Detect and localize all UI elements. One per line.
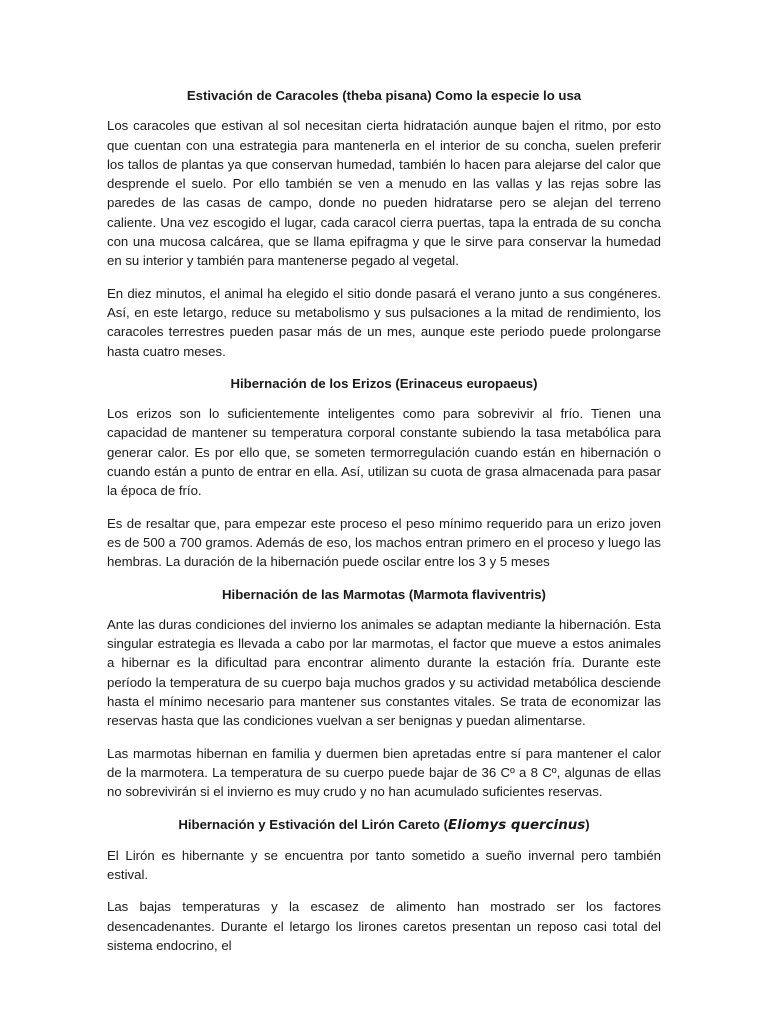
paragraph: Es de resaltar que, para empezar este proceso el peso mínimo requerido para un erizo joven es de 500 a 700 gramos. Además de eso, los machos entran primero en el proceso y luego las hembras. La duración de la hibernación puede oscilar entre los 3 y 5 meses: [107, 515, 661, 570]
section-heading: Estivación de Caracoles (theba pisana) Como la especie lo usa: [186, 88, 582, 103]
paragraph: El Lirón es hibernante y se encuentra por tanto sometido a sueño invernal pero también estival.: [107, 847, 661, 883]
document-page: [107, 86, 661, 968]
section-heading: [107, 815, 661, 835]
heading-text: Hibernación y Estivación del Lirón Careto (: [178, 816, 449, 832]
heading-close: ): [585, 816, 590, 832]
section-heading: Hibernación de los Erizos (Erinaceus europaeus): [230, 375, 538, 391]
section-erizos: [107, 374, 661, 572]
section-heading: Hibernación de las Marmotas (Marmota flaviventris): [222, 586, 546, 602]
paragraph: Las marmotas hibernan en familia y duermen bien apretadas entre sí para mantener el calor de la marmotera. La temperatura de su cuerpo puede bajar de 36 Cº a 8 Cº, algunas de ellas no sobrevivirán si el invierno es muy crudo y no han acumulado suficientes reservas.: [107, 745, 661, 800]
section-caracoles: [107, 86, 661, 361]
scientific-name: Eliomys quercinus: [448, 817, 586, 833]
paragraph: Las bajas temperaturas y la escasez de alimento han mostrado ser los factores desencadenantes. Durante el letargo los lirones caretos presentan un reposo casi total del sistema endocrino, el: [107, 899, 661, 953]
section-liron-careto: [107, 815, 661, 956]
section-marmotas: [107, 585, 661, 802]
paragraph: Los caracoles que estivan al sol necesitan cierta hidratación aunque bajen el ritmo, por esto que cuentan con una estrategia para mantenerla en el interior de su concha, suelen preferir los tallos de plantas ya que conservan humedad, también lo hacen para alejarse del calor que desprende el suelo. Por ello también se ven a menudo en las vallas y las rejas sobre las paredes de las casas de campo, donde no pueden hidratarse pero se alejan del terreno caliente. Una vez escogido el lugar, cada caracol cierra puertas, tapa la entrada de su concha con una mucosa calcárea, que se llama epifragma y que le sirve para conservar la humedad en su interior y también para mantenerse pegado al vegetal.: [107, 118, 661, 269]
paragraph: En diez minutos, el animal ha elegido el sitio donde pasará el verano junto a sus congéneres. Así, en este letargo, reduce su metabolismo y sus pulsaciones a la mitad de rendimiento, los caracoles terrestres pueden pasar más de un mes, aunque este periodo puede prolongarse hasta cuatro meses.: [107, 285, 661, 359]
paragraph: Ante las duras condiciones del invierno los animales se adaptan mediante la hibernación. Esta singular estrategia es llevada a cabo por lar marmotas, el factor que mueve a estos animales a hibernar es la dificultad para encontrar alimento durante la estación fría. Durante este período la temperatura de su cuerpo baja muchos grados y su actividad metabólica desciende hasta el mínimo necesario para mantener sus constantes vitales. Se trata de economizar las reservas hasta que las condiciones vuelvan a ser benignas y puedan alimentarse.: [107, 616, 661, 729]
paragraph: Los erizos son lo suficientemente inteligentes como para sobrevivir al frío. Tienen una capacidad de mantener su temperatura corporal constante subiendo la tasa metabólica para generar calor. Es por ello que, se someten termorregulación cuando están en hibernación o cuando están a punto de entrar en ella. Así, utilizan su cuota de grasa almacenada para pasar la época de frío.: [107, 406, 661, 499]
